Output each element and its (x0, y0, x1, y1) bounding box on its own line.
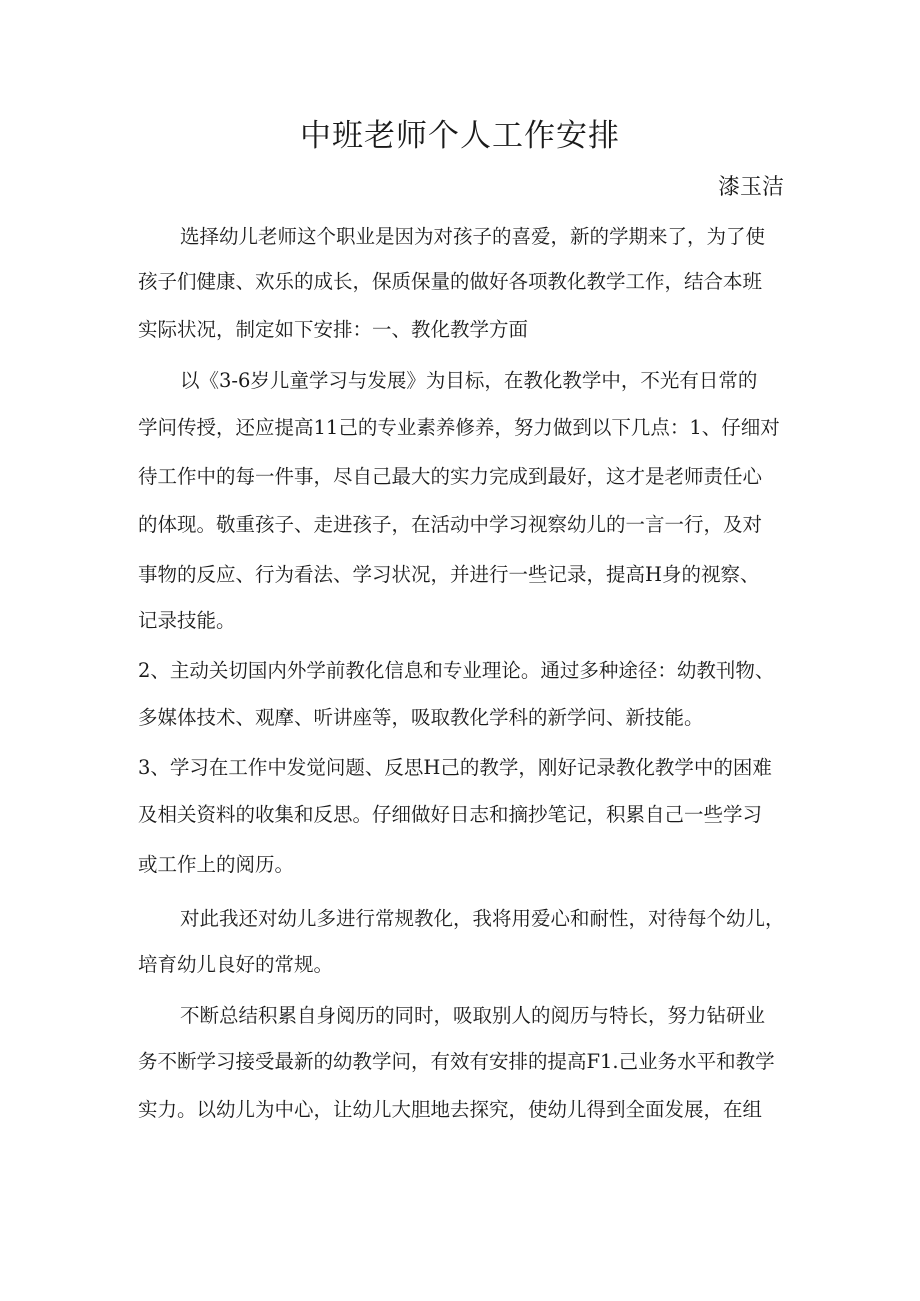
text-line: 培育幼儿良好的常规。 (138, 953, 334, 976)
document-title: 中班老师个人工作安排 (300, 118, 620, 154)
text-line: 学问传授，还应提高11己的专业素养修养，努力做到以下几点：1、仔细对 (138, 416, 780, 439)
text-line: 及相关资料的收集和反思。仔细做好日志和摘抄笔记，积累自己一些学习 (138, 803, 763, 826)
text-line: 实际状况，制定如下安排：一、教化教学方面 (138, 318, 529, 341)
text-line: 待工作中的每一件事，尽自己最大的实力完成到最好，这才是老师责任心 (138, 465, 763, 488)
text-line: 孩子们健康、欢乐的成长，保质保量的做好各项教化教学工作，结合本班 (138, 270, 763, 293)
text-line: 多媒体技术、观摩、听讲座等，吸取教化学科的新学问、新技能。 (138, 706, 704, 729)
text-line: 实力。以幼儿为中心，让幼儿大胆地去探究，使幼儿得到全面发展，在组 (138, 1098, 763, 1121)
author-name: 漆玉洁 (717, 175, 784, 200)
text-line: 以《3-6岁儿童学习与发展》为目标，在教化教学中，不光有日常的 (180, 369, 758, 392)
text-line: 对此我还对幼儿多进行常规教化，我将用爱心和耐性，对待每个幼儿， (180, 907, 785, 930)
text-line: 2、主动关切国内外学前教化信息和专业理论。通过多种途径：幼教刊物、 (138, 659, 775, 682)
text-line: 事物的反应、行为看法、学习状况，并进行一些记录，提高H身的视察、 (138, 563, 760, 586)
text-line: 3、学习在工作中发觉问题、反思H己的教学，刚好记录教化教学中的困难 (138, 756, 772, 779)
text-line: 务不断学习接受最新的幼教学问，有效有安排的提高F1.己业务水平和教学 (138, 1050, 775, 1073)
text-line: 或工作上的阅历。 (138, 853, 295, 876)
text-line: 的体现。敬重孩子、走进孩子，在活动中学习视察幼儿的一言一行，及对 (138, 513, 763, 536)
text-line: 不断总结积累自身阅历的同时，吸取别人的阅历与特长，努力钻研业 (180, 1004, 766, 1027)
text-line: 记录技能。 (138, 609, 236, 632)
text-line: 选择幼儿老师这个职业是因为对孩子的喜爱，新的学期来了，为了使 (180, 225, 766, 248)
